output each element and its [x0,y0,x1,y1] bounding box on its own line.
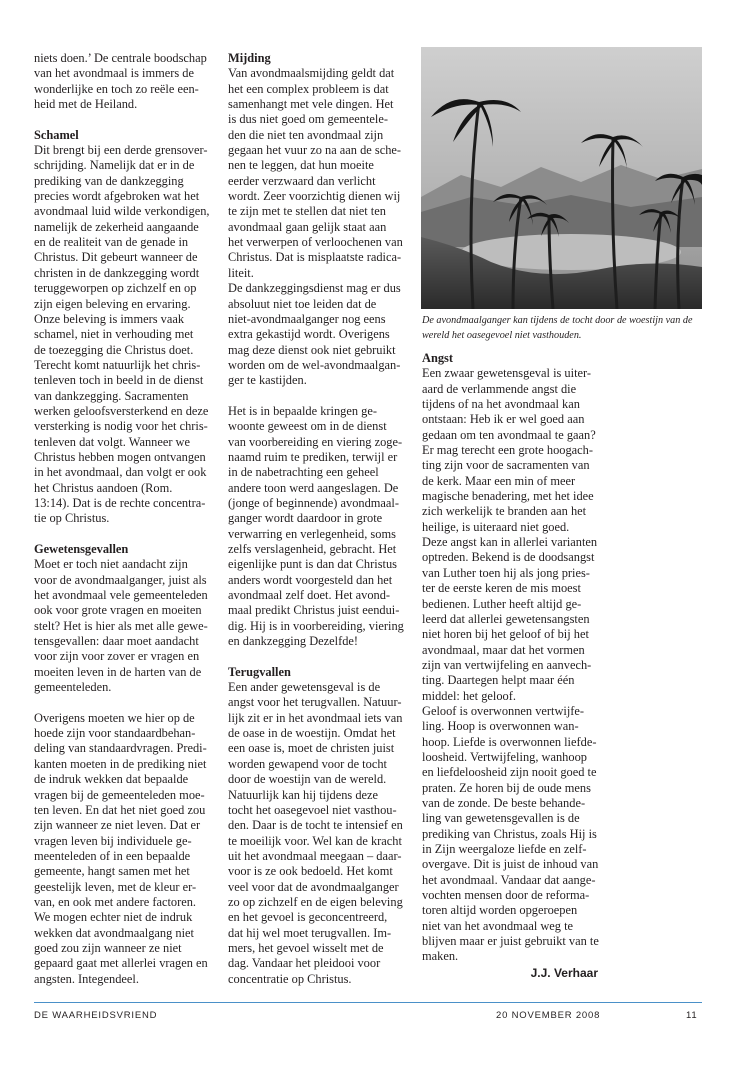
footer-divider [34,1002,702,1003]
oasis-palm-trees-photo [421,47,702,309]
paragraph-schamel: Dit brengt bij een derde grensover- schrijding. Namelijk dat er in de prediking van de dankzegging precies wordt afgebroken wat het avondmaal luid wilde verkondigen, namelijk de zekerheid aangaande en de realiteit van de genade in Christus. Dit gebeurt wanneer de christen in de dankzegging wordt teruggeworpen op zichzelf en op zijn eigen beleving en ervaring. Onze beleving is immers vaak schamel, niet in verhouding met de toezegging die Christus doet. Terecht komt natuurlijk het chris- tenleven toch in beeld in de dienst van dankzegging. Sacramenten werken geloofsversterkend en deze versterking is nodig voor het chris- tenleven dat volgt. Wanneer we Christus hebben mogen ontvangen in het avondmaal, dan volgt er ook het Christus aandoen (Rom. 13:14). Dat is de rechte concentra- tie op Christus. [34,143,210,526]
paragraph-mijding-1: Van avondmaalsmijding geldt dat het een complex probleem is dat samenhangt met vele dingen. Het is dus niet goed om gemeentele- den die niet ten avondmaal zijn gegaan het vuur zo na aan de sche- nen te leggen, dat hun moeite eerder verzwaard dan verlicht wordt. Zeer voorzichtig dienen wij te zijn met te stellen dat niet ten avondmaal gaan gelijk staat aan het verwerpen of verloochenen van Christus. Dat is misplaatste radica- liteit. De dankzeggingsdienst mag er dus absoluut niet toe leiden dat de niet-avondmaalganger nog eens extra gekastijd wordt. Overigens mag deze dienst ook niet gebruikt worden om de wel-avondmaalgan- ger te kastijden. [228,66,403,388]
footer-page-number: 11 [686,1010,698,1021]
heading-mijding: Mijding [228,51,271,65]
heading-angst: Angst [422,351,453,365]
paragraph-angst: Een zwaar gewetensgeval is uiter- aard de verlammende angst die tijdens of na het avondmaal kan ontstaan: Heb ik er wel goed aan gedaan om ten avondmaal te gaan? Er mag terecht een grote hoogach- ting zijn voor de sacramenten van de kerk. Maar een min of meer magische benadering, met het idee zich werkelijk te branden aan het heilige, is uiteraard niet goed. Deze angst kan in allerlei varianten optreden. Bekend is de doodsangst van Luther toen hij als jong pries- ter de eerste keren de mis moest bedienen. Luther heeft altijd ge- leerd dat allerlei gewetensangsten niet horen bij het geloof of bij het avondmaal, maar dat het vormen zijn van vertwijfeling en aanvech- ting. Daartegen helpt maar één middel: het geloof. Geloof is overwonnen vertwijfe- ling. Hoop is overwonnen wan- hoop. Liefde is overwonnen liefde- loosheid. Vertwijfeling, wanhoop en liefdeloosheid zijn nooit goed te praten. Ze horen bij de oude mens van de zonde. De beste behande- ling van gewetensgevallen is de prediking van Christus, zoals Hij is in Zijn weergaloze liefde en zelf- overgave. Dit is juist de inhoud van het avondmaal. Vandaar dat aange- vochten mensen door de reforma- toren altijd worden opgeroepen niet van het avondmaal weg te blijven maar er juist gebruikt van te maken. [422,366,599,964]
oasis-photo-icon [421,47,702,309]
heading-terugvallen: Terugvallen [228,664,291,679]
intro-paragraph: niets doen.’ De centrale boodschap van het avondmaal is immers de wonderlijke en toch zo reële een- heid met de Heiland. [34,51,207,112]
paragraph-terugvallen: Een ander gewetensgeval is de angst voor het terugvallen. Natuur- lijk zit er in het avondmaal iets van de oase in de woestijn. Omdat het een oase is, moet de christen juist worden gewapend voor de tocht door de woestijn van de wereld. Natuurlijk kan hij tijdens deze tocht het oasegevoel niet vasthou- den. Daar is de tocht te intensief en te moeilijk voor. Wel kan de kracht uit het avondmaal meegaan – daar- voor is ze ook bedoeld. Het komt veel voor dat de avondmaalganger zo op zichzelf en de eigen beleving en het gevoel is geconcentreerd, dat hij wel moet terugvallen. Im- mers, het gevoel wisselt met de dag. Vandaar het pleidooi voor concentratie op Christus. [228,680,403,986]
article-column-3 [422,351,600,981]
author-name: J.J. Verhaar [530,965,598,980]
heading-schamel: Schamel [34,127,79,142]
article-column-2 [228,51,408,987]
paragraph-mijding-2: Het is in bepaalde kringen ge- woonte geweest om in de dienst van voorbereiding en viering zoge- naamd ruim te prediken, terwijl er in de nabetrachting een geheel andere toon werd aangeslagen. De (jonge of beginnende) avondmaal- ganger wordt daardoor in grote verwarring en verlegenheid, soms zelfs verslagenheid, gebracht. Het eigenlijke punt is dan dat Christus anders wordt voorgesteld dan het avondmaal zelf doet. Het avond- maal predikt Christus juist eendui- dig. Hij is in voorbereiding, viering en dankzegging Dezelfde! [228,403,404,649]
footer-date: 20 NOVEMBER 2008 [496,1010,601,1021]
footer-publication: DE WAARHEIDSVRIEND [34,1010,158,1021]
photo-caption: De avondmaalganger kan tijdens de tocht door de woestijn van de wereld het oasegevoel niet vasthouden. [422,315,693,341]
paragraph-gewetensgevallen-1: Moet er toch niet aandacht zijn voor de avondmaalganger, juist als het avondmaal vele gemeenteleden ook voor grote vragen en moeiten stelt? Het is hier als met alle gewe- tensgevallen: daar moet aandacht voor zijn voor zover er vragen en moeiten leven in de harten van de gemeenteleden. [34,557,208,695]
paragraph-gewetensgevallen-2: Overigens moeten we hier op de hoede zijn voor standaardbehan- deling van standaardvragen. Predi- kanten moeten in de prediking niet de indruk wekken dat bepaalde vragen bij de gemeenteleden moe- ten leven. En dat het niet goed zou zijn wanneer ze niet leven. Dat er vragen leven bij individuele ge- meenteleden of in een bepaalde gemeente, hangt samen met het geestelijk leven, met de kleur er- van, en ook met andere factoren. We mogen echter niet de indruk wekken dat avondmaalgang niet goed zou zijn wanneer ze niet gepaard gaat met allerlei vragen en angsten. Integendeel. [34,710,208,986]
heading-gewetensgevallen: Gewetensgevallen [34,542,129,556]
article-column-1 [34,51,212,987]
